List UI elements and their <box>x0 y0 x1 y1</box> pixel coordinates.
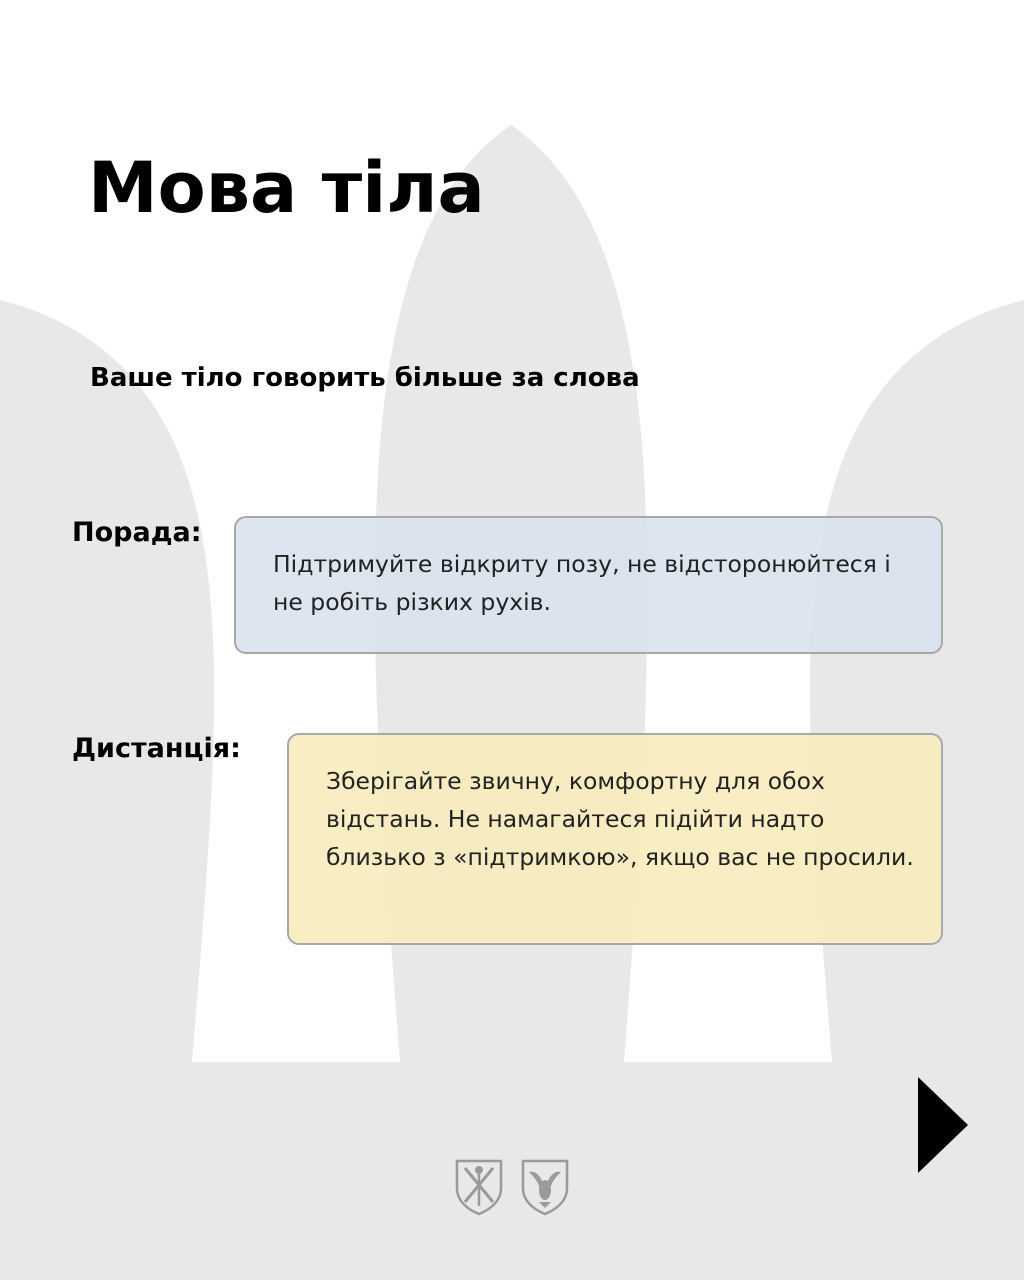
tip-label: Порада: <box>72 517 202 548</box>
distance-text: Зберігайте звичну, комфортну для обох відстань. Не намагайтеся підійти надто близько з «підтримкою», якщо вас не просили. <box>326 767 914 871</box>
page-title: Мова тіла <box>88 147 485 229</box>
distance-card <box>287 733 943 945</box>
next-slide-arrow-icon[interactable] <box>918 1077 968 1173</box>
eagle-emblem-icon <box>521 1158 569 1216</box>
page-subtitle: Ваше тіло говорить більше за слова <box>90 363 640 393</box>
crossed-swords-emblem-icon <box>455 1158 503 1216</box>
distance-label: Дистанція: <box>72 733 241 764</box>
tip-text: Підтримуйте відкриту позу, не відсторонюйтеся і не робіть різких рухів. <box>273 550 891 616</box>
tip-card <box>234 516 943 654</box>
